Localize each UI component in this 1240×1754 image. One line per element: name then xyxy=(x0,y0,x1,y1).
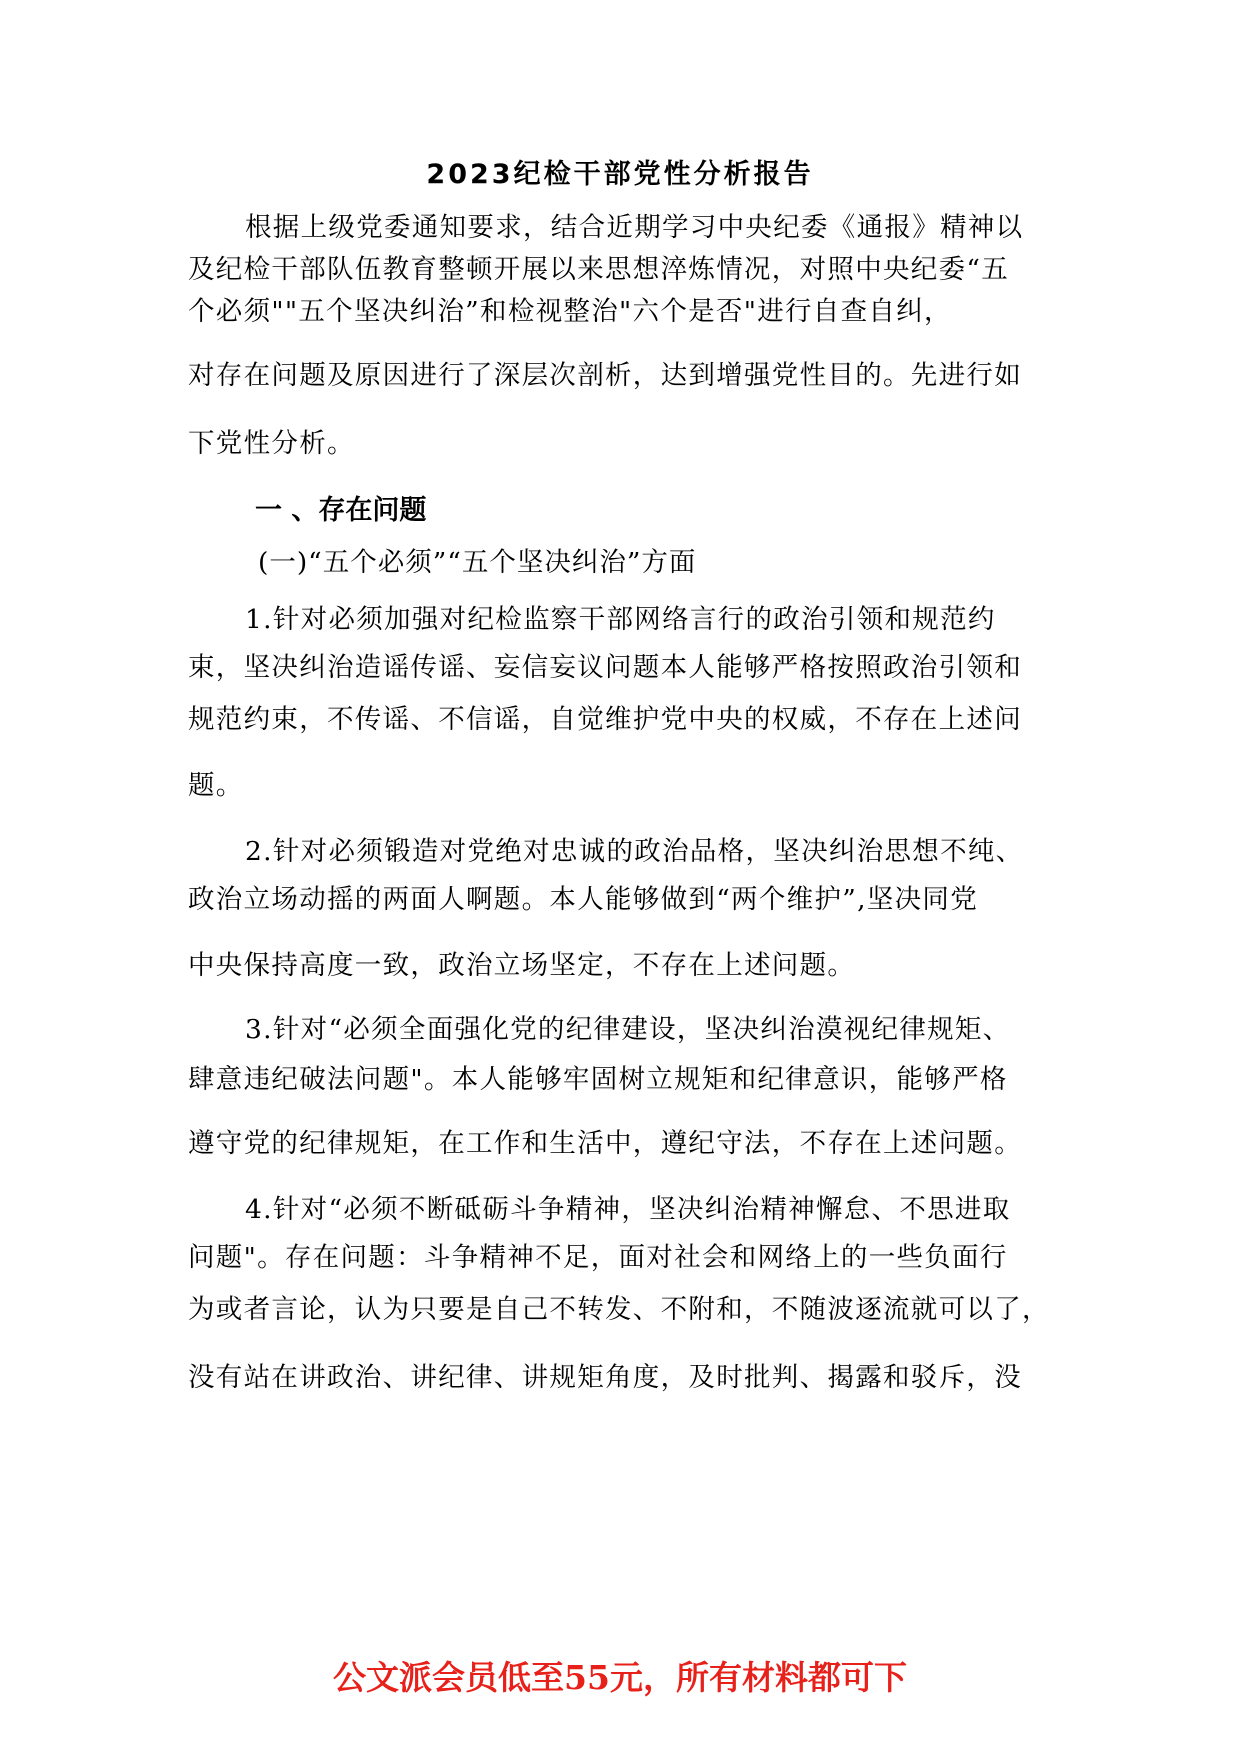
item3-line: 3.针对“必须全面强化党的纪律建设，坚决纠治漠视纪律规矩、 xyxy=(245,1014,1011,1045)
intro-line: 根据上级党委通知要求，结合近期学习中央纪委《通报》精神以 xyxy=(245,212,1024,243)
item3-line: 肆意违纪破法问题"。本人能够牢固树立规矩和纪律意识，能够严格 xyxy=(188,1064,1008,1095)
item1-line: 规范约束，不传谣、不信谣，自觉维护党中央的权威，不存在上述问 xyxy=(188,704,1022,735)
item2-line: 中央保持高度一致，政治立场坚定，不存在上述问题。 xyxy=(188,950,856,981)
intro-line: 及纪检干部队伍教育整顿开展以来思想淬炼情况，对照中央纪委“五 xyxy=(188,254,1010,285)
document-title: 2023纪检干部党性分析报告 xyxy=(426,159,814,190)
intro-line: 对存在问题及原因进行了深层次剖析，达到增强党性目的。先进行如 xyxy=(188,360,1022,391)
intro-line: 个必须""五个坚决纠治”和检视整治"六个是否"进行自查自纠， xyxy=(188,296,952,327)
item1-line: 题。 xyxy=(188,770,244,801)
item3-line: 遵守党的纪律规矩，在工作和生活中，遵纪守法，不存在上述问题。 xyxy=(188,1128,1022,1159)
item1-line: 束，坚决纠治造谣传谣、妄信妄议问题本人能够严格按照政治引领和 xyxy=(188,652,1022,683)
section-heading: 一 、存在问题 xyxy=(255,495,427,526)
item2-line: 2.针对必须锻造对党绝对忠诚的政治品格，坚决纠治思想不纯、 xyxy=(245,836,1024,867)
subsection-heading: (一)“五个必须”“五个坚决纠治”方面 xyxy=(258,547,697,578)
intro-line: 下党性分析。 xyxy=(188,428,355,459)
footer-promo: 公文派会员低至55元，所有材料都可下 xyxy=(333,1658,907,1697)
item4-line: 没有站在讲政治、讲纪律、讲规矩角度，及时批判、揭露和驳斥，没 xyxy=(188,1362,1022,1393)
item2-line: 政治立场动摇的两面人啊题。本人能够做到“两个维护”,坚决同党 xyxy=(188,884,979,915)
item4-line: 问题"。存在问题：斗争精神不足，面对社会和网络上的一些负面行 xyxy=(188,1242,1008,1273)
item1-line: 1.针对必须加强对纪检监察干部网络言行的政治引领和规范约 xyxy=(245,604,996,635)
item4-line: 4.针对“必须不断砥砺斗争精神，坚决纠治精神懈怠、不思进取 xyxy=(245,1194,1011,1225)
item4-line: 为或者言论，认为只要是自己不转发、不附和，不随波逐流就可以了， xyxy=(188,1294,1050,1325)
